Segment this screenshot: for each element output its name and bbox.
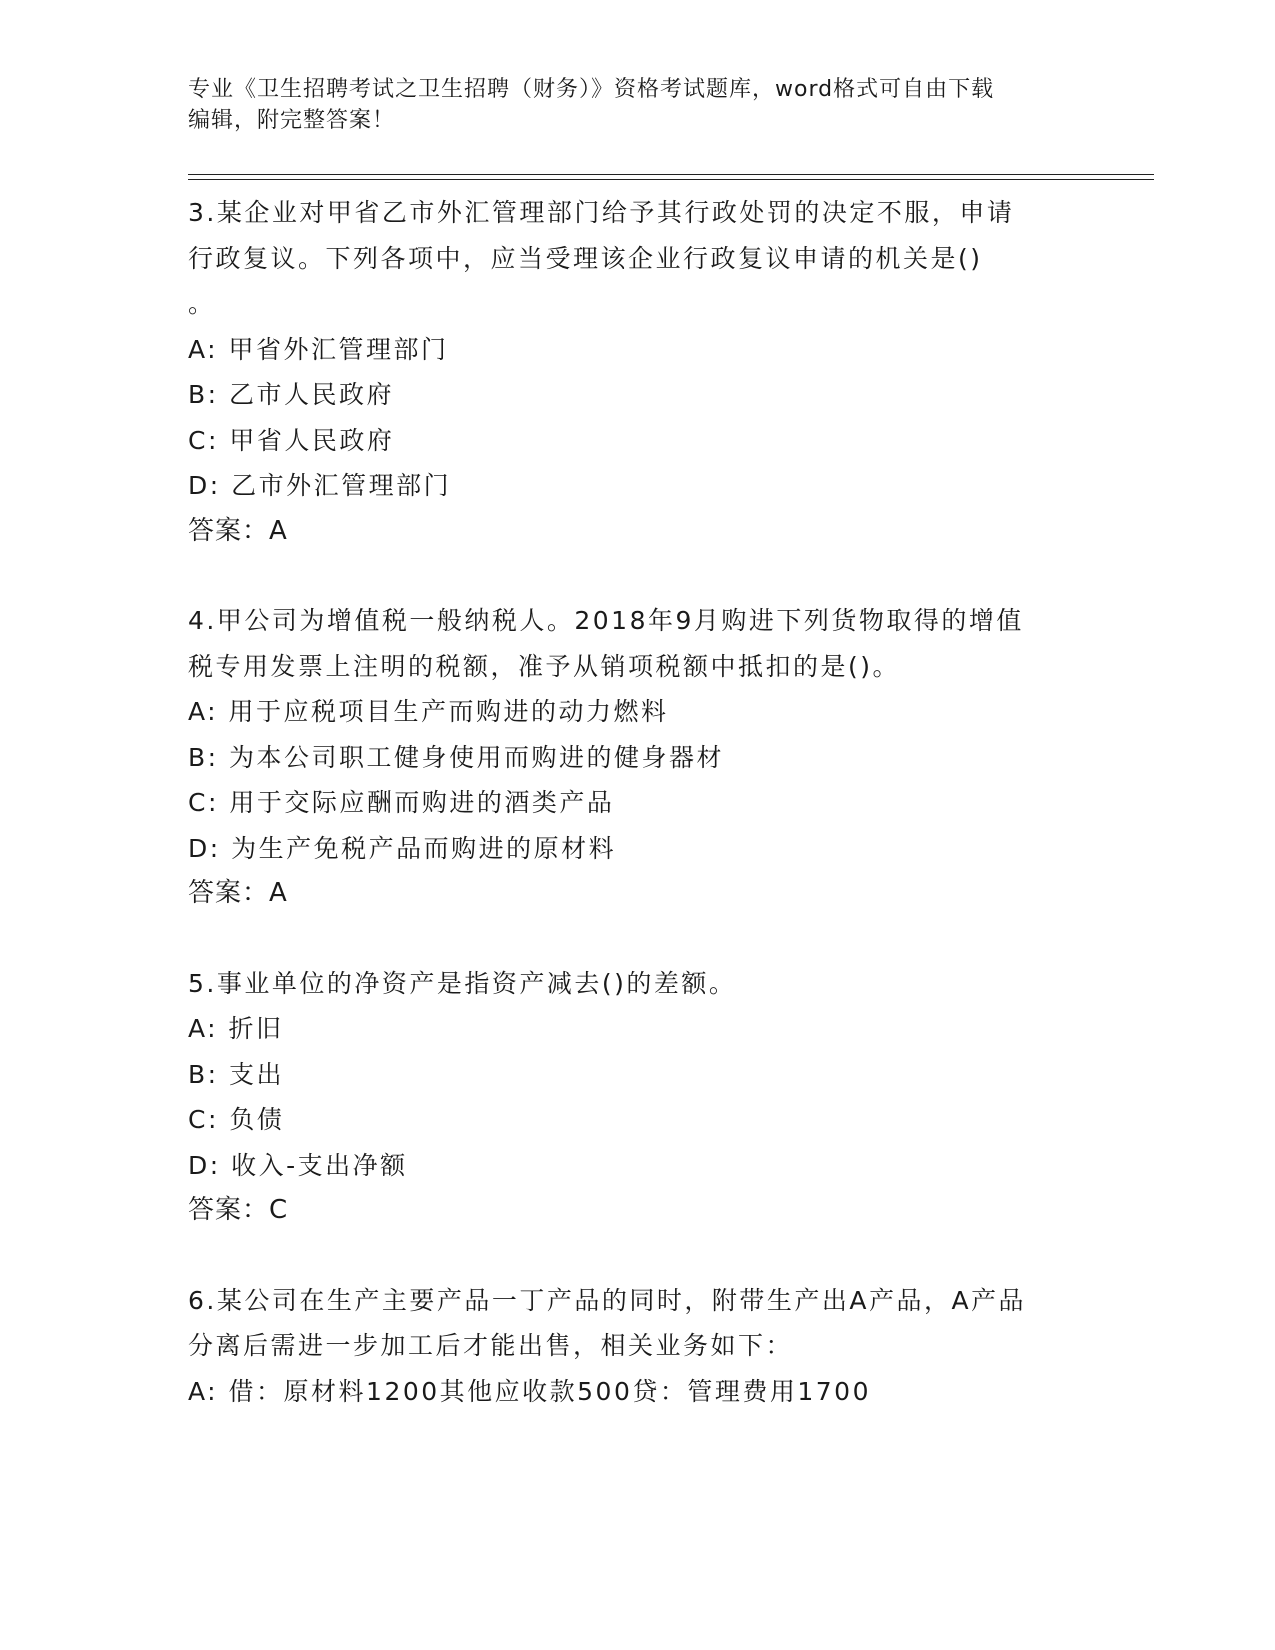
question-3 [188,190,1088,554]
question-stem: 分离后需进一步加工后才能出售，相关业务如下： [188,1331,794,1360]
answer: 答案：A [188,878,288,908]
question-4 [188,598,1088,917]
header-divider [188,174,1154,175]
option-c: C: 负债 [188,1105,285,1134]
question-stem: 5.事业单位的净资产是指资产减去()的差额。 [188,968,737,998]
answer: 答案：C [188,1195,289,1225]
option-b: B: 乙市人民政府 [188,380,395,409]
question-stem: 。 [188,289,216,318]
page-header [188,74,1088,136]
header-line: 编辑，附完整答案！ [188,108,396,133]
header-divider [188,179,1154,180]
option-d: D: 为生产免税产品而购进的原材料 [188,833,617,863]
option-a: A: 借：原材料1200其他应收款500贷：管理费用1700 [188,1376,871,1406]
option-b: B: 支出 [188,1059,285,1089]
question-6 [188,1278,1088,1415]
header-line: 专业《卫生招聘考试之卫生招聘（财务）》资格考试题库，word格式可自由下载 [188,77,995,102]
question-5 [188,961,1088,1234]
option-d: D: 乙市外汇管理部门 [188,471,452,500]
option-c: C: 用于交际应酬而购进的酒类产品 [188,788,615,817]
option-a: A: 甲省外汇管理部门 [188,334,449,364]
option-a: A: 用于应税项目生产而购进的动力燃料 [188,697,669,726]
question-stem: 税专用发票上注明的税额，准予从销项税额中抵扣的是()。 [188,651,901,681]
option-a: A: 折旧 [188,1014,284,1043]
option-b: B: 为本公司职工健身使用而购进的健身器材 [188,742,725,772]
question-stem: 行政复议。下列各项中，应当受理该企业行政复议申请的机关是() [188,243,983,273]
question-list [188,190,1088,1458]
question-stem: 3.某企业对甲省乙市外汇管理部门给予其行政处罚的决定不服，申请 [188,198,1015,227]
option-c: C: 甲省人民政府 [188,425,395,455]
question-stem: 4.甲公司为增值税一般纳税人。2018年9月购进下列货物取得的增值 [188,606,1024,635]
option-d: D: 收入-支出净额 [188,1150,408,1180]
answer: 答案：A [188,515,288,546]
question-stem: 6.某公司在生产主要产品一丁产品的同时，附带生产出A产品，A产品 [188,1285,1027,1315]
